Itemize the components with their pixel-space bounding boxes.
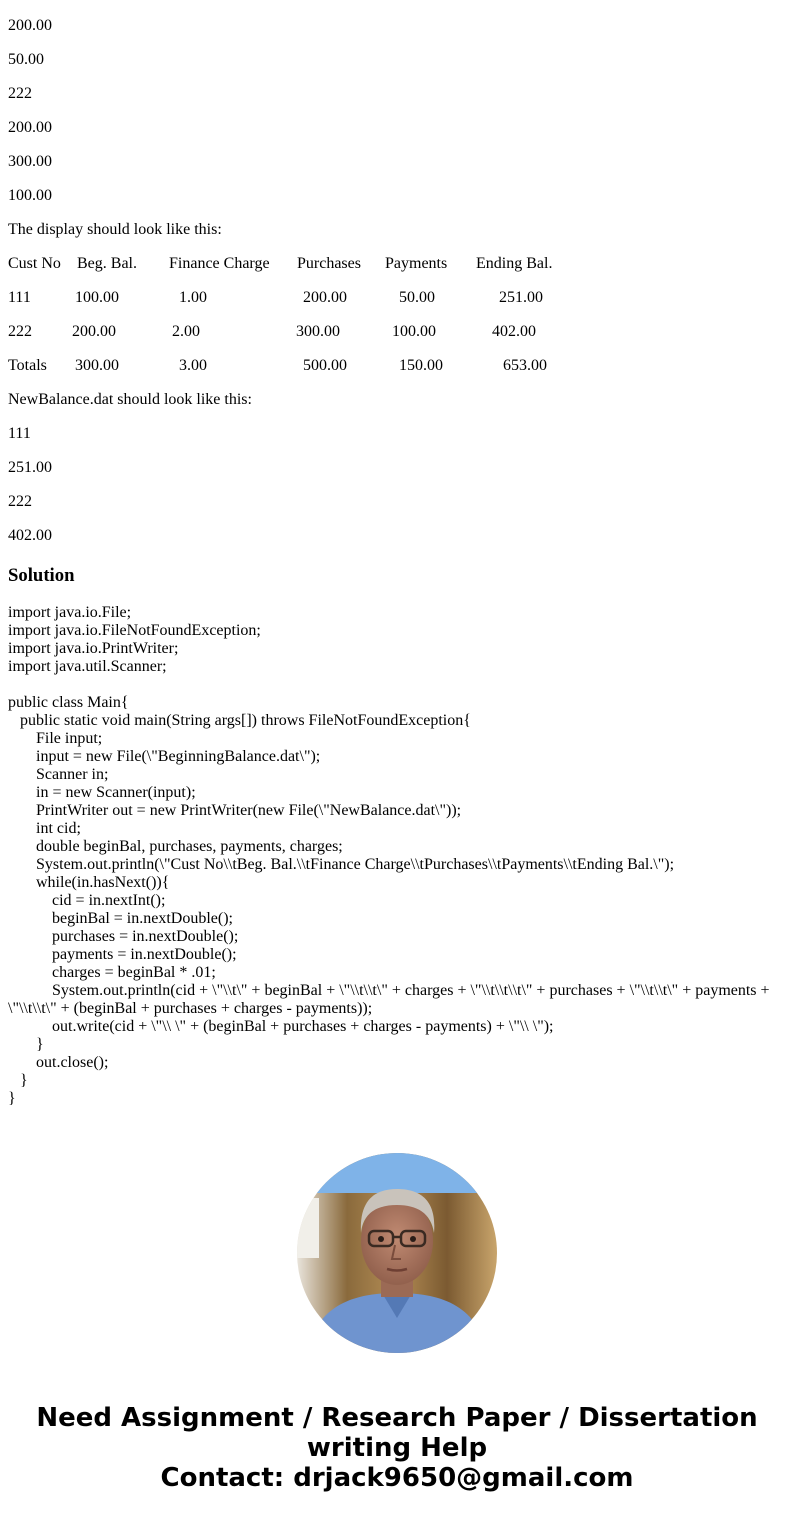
table-cell: 150.00 bbox=[399, 357, 443, 374]
header-cell: Purchases bbox=[297, 255, 361, 272]
header-cell: Cust No bbox=[8, 255, 61, 272]
table-cell: 300.00 bbox=[75, 357, 119, 374]
table-cell: 200.00 bbox=[303, 289, 347, 306]
table-cell: 50.00 bbox=[399, 289, 435, 306]
table-cell: 100.00 bbox=[392, 323, 436, 340]
newbalance-value: 251.00 bbox=[8, 459, 52, 476]
header-cell: Finance Charge bbox=[169, 255, 270, 272]
promo-contact: Contact: drjack9650@gmail.com bbox=[160, 1463, 634, 1493]
table-cell: 300.00 bbox=[296, 323, 340, 340]
table-cell: 111 bbox=[8, 289, 31, 306]
input-value: 100.00 bbox=[8, 187, 52, 204]
header-cell: Beg. Bal. bbox=[77, 255, 137, 272]
table-cell: 1.00 bbox=[179, 289, 207, 306]
promo-line: Need Assignment / Research Paper / Dissertation bbox=[36, 1403, 758, 1433]
solution-heading: Solution bbox=[8, 565, 75, 586]
newbalance-value: 402.00 bbox=[8, 527, 52, 544]
input-value: 200.00 bbox=[8, 17, 52, 34]
display-intro: The display should look like this: bbox=[8, 221, 222, 238]
table-cell: 653.00 bbox=[503, 357, 547, 374]
header-cell: Ending Bal. bbox=[476, 255, 553, 272]
input-value: 50.00 bbox=[8, 51, 44, 68]
input-value: 200.00 bbox=[8, 119, 52, 136]
table-cell: 3.00 bbox=[179, 357, 207, 374]
promo-banner bbox=[0, 1403, 794, 1493]
input-value: 300.00 bbox=[8, 153, 52, 170]
table-cell: 100.00 bbox=[75, 289, 119, 306]
input-value: 222 bbox=[8, 85, 32, 102]
solution-code: import java.io.File; import java.io.FileNotFoundException; import java.io.PrintWriter; import java.util.Scanner; public class Main{ public static void main(String args[]) throws FileNotFoundException{ File input; input = new File(\"BeginningBalance.dat\"); Scanner in; in = new Scanner(input); PrintWriter out = new PrintWriter(new File(\"NewBalance.dat\")); int cid; double beginBal, purchases, payments, charges; System.out.println(\"Cust No\\tBeg. Bal.\\tFinance Charge\\tPurchases\\tPayments\\tEnding Bal.\"); while(in.hasNext()){ cid = in.nextInt(); beginBal = in.nextDouble(); purchases = in.nextDouble(); payments = in.nextDouble(); charges = beginBal * .01; System.out.println(cid + \"\\t\" + beginBal + \"\\t\\t\" + charges + \"\\t\\t\\t\" + purchases + \"\\t\\t\" + payments + \"\\t\\t\" + (beginBal + purchases + charges - payments)); out.write(cid + \"\\ \" + (beginBal + purchases + charges - payments) + \"\\ \"); } out.close(); } } bbox=[8, 604, 770, 1107]
newbalance-value: 222 bbox=[8, 493, 32, 510]
newbalance-intro: NewBalance.dat should look like this: bbox=[8, 391, 252, 408]
table-cell: 222 bbox=[8, 323, 32, 340]
table-cell: 200.00 bbox=[72, 323, 116, 340]
table-cell: Totals bbox=[8, 357, 47, 374]
table-cell: 402.00 bbox=[492, 323, 536, 340]
promo-line: writing Help bbox=[306, 1433, 488, 1463]
table-cell: 251.00 bbox=[499, 289, 543, 306]
table-cell: 2.00 bbox=[172, 323, 200, 340]
newbalance-value: 111 bbox=[8, 425, 31, 442]
author-photo bbox=[297, 1153, 497, 1353]
header-cell: Payments bbox=[385, 255, 448, 272]
table-cell: 500.00 bbox=[303, 357, 347, 374]
